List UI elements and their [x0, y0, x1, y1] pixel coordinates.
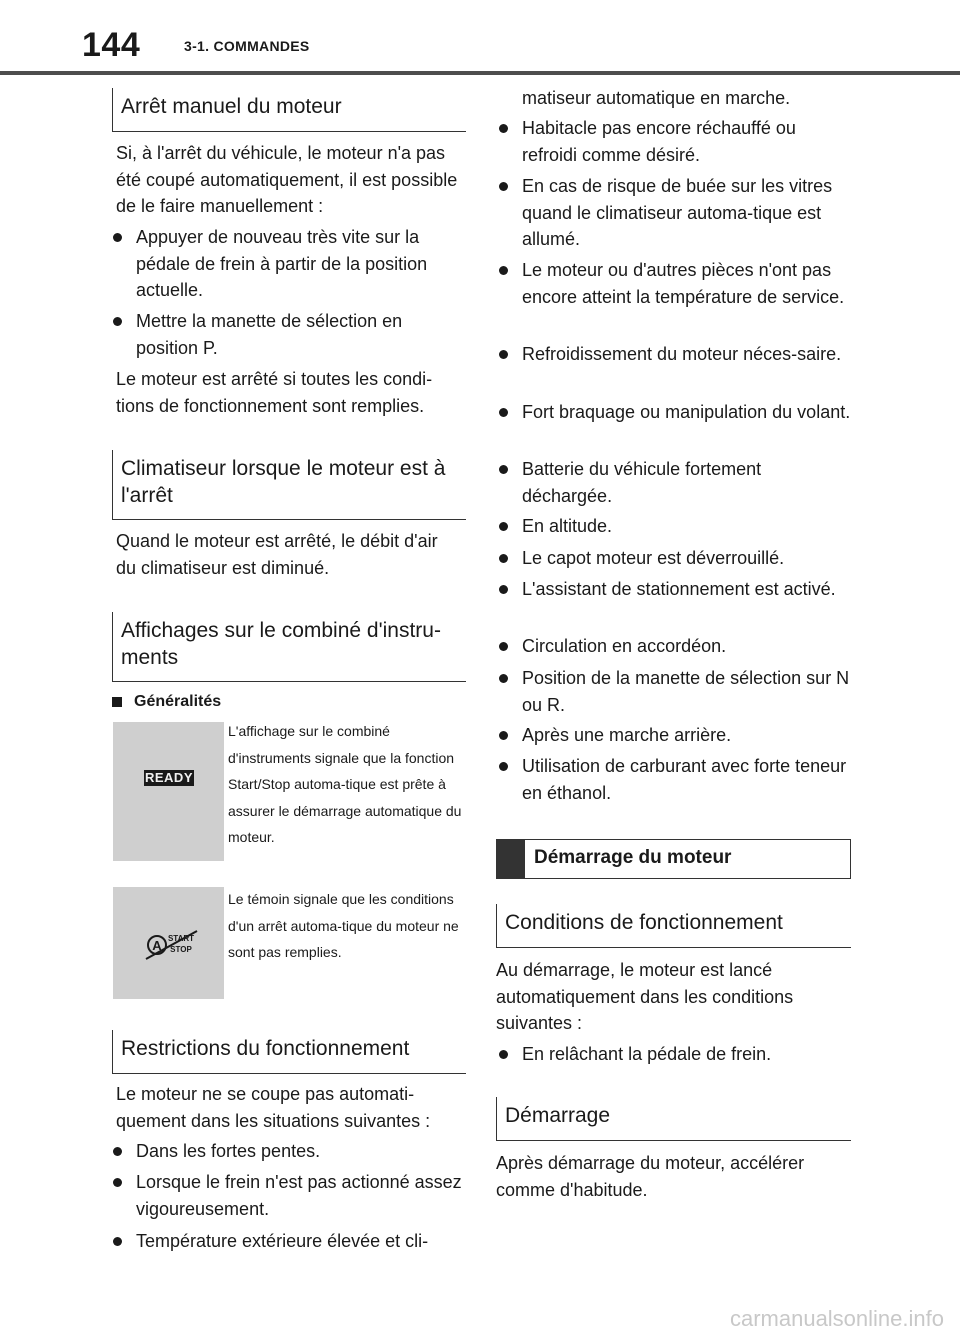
bullet-icon [499, 182, 508, 191]
auto-start-stop-off-icon [113, 887, 224, 999]
list-item [496, 257, 852, 310]
page-number: 144 [82, 26, 141, 64]
list-item [496, 545, 852, 572]
list-item-text: En altitude. [522, 516, 613, 536]
bullet-icon [499, 408, 508, 417]
heading-text: Conditions de fonctionnement [505, 911, 783, 934]
list-item-text: Fort braquage ou manipulation du volant. [522, 402, 851, 422]
generalites-label: Généralités [134, 693, 222, 710]
bullet-icon [499, 522, 508, 531]
bullet-icon [499, 266, 508, 275]
ready-description: L'affichage sur le combiné d'instruments signale que la fonction Start/Stop automa-tique est prête à assurer le démarrage automatique du moteur. [228, 723, 462, 845]
list-item [496, 173, 852, 253]
startstop-a-text: A [152, 938, 162, 953]
list-item [496, 115, 852, 168]
paragraph-ac: Quand le moteur est arrêté, le débit d'air du climatiseur est diminué. [116, 531, 438, 578]
heading-text: Arrêt manuel du moteur [121, 95, 342, 118]
list-item [496, 341, 852, 368]
paragraph-manual-stop: Si, à l'arrêt du véhicule, le moteur n'a pas été coupé automatiquement, il est possible de le faire manuellement : [116, 143, 458, 216]
heading-manual-stop [112, 88, 466, 132]
heading-demarrage [496, 1097, 851, 1141]
list-item [496, 513, 852, 540]
heading-engine-start [496, 839, 851, 879]
list-item-text: Position de la manette de sélection sur N ou R. [522, 668, 850, 715]
section-title: 3-1. COMMANDES [184, 38, 310, 54]
list-item-text: Lorsque le frein n'est pas actionné assez vigoureusement. [136, 1172, 462, 1219]
list-item [496, 456, 852, 509]
bullet-icon [499, 585, 508, 594]
list-item-text: Circulation en accordéon. [522, 636, 727, 656]
square-bullet-icon [112, 697, 122, 707]
list-item [496, 753, 852, 806]
bullet-icon [499, 350, 508, 359]
bullet-icon [499, 465, 508, 474]
list-item-text: En cas de risque de buée sur les vitres quand le climatiseur automa-tique est allumé. [522, 176, 833, 249]
list-item [110, 1228, 466, 1255]
heading-restrictions [112, 1030, 466, 1074]
list-item [496, 722, 852, 749]
ready-indicator-image [113, 722, 224, 861]
bullet-icon [113, 1147, 122, 1156]
bullet-icon [113, 1237, 122, 1246]
list-item-text: Dans les fortes pentes. [136, 1141, 321, 1161]
list-item-text: En relâchant la pédale de frein. [522, 1044, 772, 1064]
header-rule [0, 71, 960, 75]
list-item [110, 224, 466, 304]
paragraph-demarrage: Après démarrage du moteur, accélérer comme d'habitude. [496, 1153, 805, 1200]
heading-text: Démarrage [505, 1104, 611, 1127]
list-item-text: Batterie du véhicule fortement déchargée. [522, 459, 762, 506]
list-item-text: Utilisation de carburant avec forte teneur en éthanol. [522, 756, 847, 803]
startstop-start-text: START [167, 934, 195, 943]
bullet-icon [113, 233, 122, 242]
bullet-icon [499, 674, 508, 683]
list-item [496, 399, 852, 426]
list-item [496, 576, 852, 603]
heading-conditions [496, 904, 851, 948]
generalites-heading [112, 693, 221, 711]
bullet-icon [499, 1050, 508, 1059]
list-item [496, 665, 852, 718]
bullet-icon [113, 1178, 122, 1187]
bullet-icon [499, 554, 508, 563]
paragraph-conditions: Au démarrage, le moteur est lancé automatiquement dans les conditions suivantes : [496, 960, 794, 1033]
list-item-text: Température extérieure élevée et cli- [136, 1231, 429, 1251]
heading-text: Démarrage du moteur [534, 847, 732, 868]
bullet-icon [113, 317, 122, 326]
bullet-icon [499, 762, 508, 771]
list-item [496, 1041, 852, 1068]
heading-display [112, 612, 466, 682]
bullet-icon [499, 731, 508, 740]
list-item [110, 308, 466, 361]
list-item-text: Appuyer de nouveau très vite sur la pédale de frein à partir de la position actuelle. [136, 227, 428, 300]
list-item-text: Après une marche arrière. [522, 725, 732, 745]
heading-ac [112, 450, 466, 520]
list-item [496, 633, 852, 660]
bullet-icon [499, 124, 508, 133]
startstop-indicator-image [113, 887, 224, 999]
paragraph-stopped: Le moteur est arrêté si toutes les condi-tions de fonctionnement sont remplies. [116, 369, 433, 416]
watermark: carmanualsonline.info [729, 1306, 944, 1331]
heading-bar [497, 840, 525, 878]
list-item-text: Mettre la manette de sélection en position P. [136, 311, 403, 358]
startstop-stop-text: STOP [170, 945, 192, 954]
list-item-text: L'assistant de stationnement est activé. [522, 579, 836, 599]
ready-icon: READY [144, 770, 193, 785]
startstop-description: Le témoin signale que les conditions d'un arrêt automa-tique du moteur ne sont pas remplies. [228, 891, 459, 960]
bullet-icon [499, 642, 508, 651]
list-item [110, 1169, 466, 1222]
list-item [110, 1138, 466, 1165]
continued-text: matiseur automatique en marche. [522, 88, 791, 108]
heading-text: Climatiseur lorsque le moteur est à l'arrêt [121, 457, 446, 507]
heading-text: Affichages sur le combiné d'instru-ments [121, 619, 441, 669]
list-item-text: Le capot moteur est déverrouillé. [522, 548, 785, 568]
list-item-text: Refroidissement du moteur néces-saire. [522, 344, 842, 364]
heading-text: Restrictions du fonctionnement [121, 1037, 410, 1060]
list-item-text: Habitacle pas encore réchauffé ou refroidi comme désiré. [522, 118, 796, 165]
paragraph-restrictions: Le moteur ne se coupe pas automati-quement dans les situations suivantes : [116, 1084, 431, 1131]
list-item-text: Le moteur ou d'autres pièces n'ont pas encore atteint la température de service. [522, 260, 845, 307]
